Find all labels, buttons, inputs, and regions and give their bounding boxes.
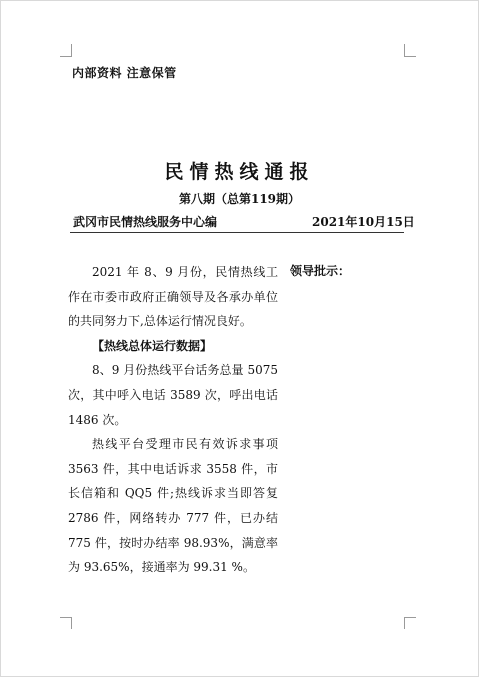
- header-rule: [70, 232, 404, 233]
- issuing-organization: 武冈市民情热线服务中心编: [73, 215, 218, 229]
- requests-paragraph: 热线平台受理市民有效诉求事项 3563 件，其中电话诉求 3558 件，市长信箱和 QQ5 件;热线诉求当即答复 2786 件，网络转办 777 件，已办结 775 件，按时办结率 98.93%，满意率为 93.65%，接通率为 99.31 %。: [68, 437, 278, 575]
- call-volume-paragraph: 8、9 月份热线平台话务总量 5075 次，其中呼入电话 3589 次，呼出电话 1486 次。: [68, 363, 278, 427]
- classification-note: 内部资料 注意保管: [72, 66, 177, 80]
- intro-paragraph: 2021 年 8、9 月份，民情热线工作在市委市政府正确领导及各承办单位的共同努力下,总体运行情况良好。: [68, 265, 278, 329]
- leader-comment-label: 领导批示：: [290, 264, 351, 278]
- report-body: [68, 260, 278, 580]
- issue-number: 第八期（总第119期）: [178, 192, 301, 206]
- section-heading: 【热线总体运行数据】: [92, 338, 213, 353]
- issue-date: 2021年10月15日: [312, 215, 415, 229]
- document-title: 民情热线通报: [164, 161, 315, 183]
